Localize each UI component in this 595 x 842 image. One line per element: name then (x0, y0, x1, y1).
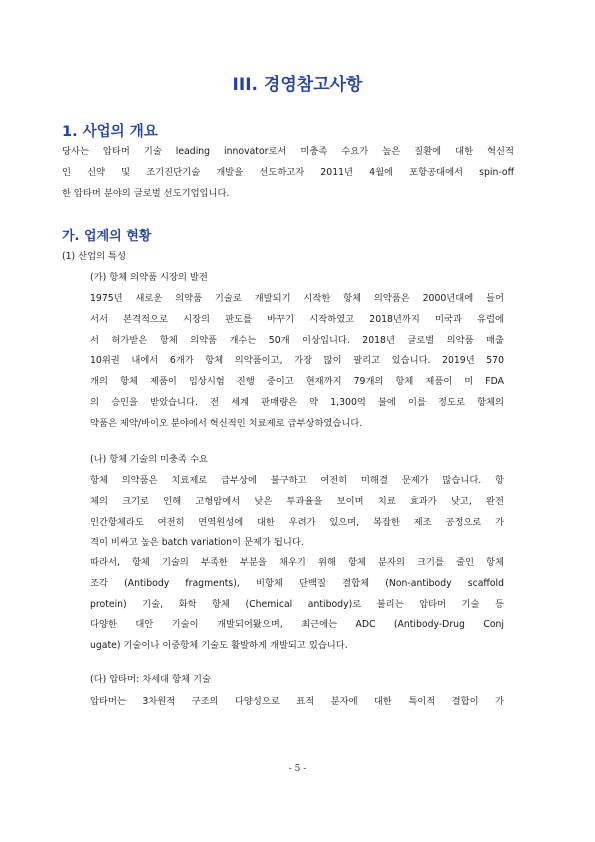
intro-paragraph (62, 142, 514, 204)
subitem-heading-na: (나) 항체 기술의 미충족 수요 (90, 454, 208, 465)
paragraph-line: 압타머는 3차원적 구조의 다양성으로 표적 분자에 대한 특이적 결합이 가 (90, 696, 504, 707)
paragraph-unmet-needs (90, 471, 504, 554)
paragraph-line: 서서 본격적으로 시장의 판도를 바꾸기 시작하였고 2018년까지 미국과 유럽에 (90, 313, 504, 325)
page-number: - 5 - (288, 764, 307, 774)
page-title: III. 경영참고사항 (232, 75, 363, 95)
paragraph-line: 서 허가받은 항체 의약품 개수는 50개 이상입니다. 2018년 글로벌 의약품 매출 (90, 334, 504, 346)
paragraph-line: 다양한 대안 기술이 개발되어왔으며, 최근에는 ADC (Antibody-Drug Conj (90, 619, 504, 631)
paragraph-line: 항체 의약품은 치료제로 급부상에 불구하고 여전히 미해결 문제가 많습니다. 항 (90, 475, 504, 486)
paragraph-line: 조각 (Antibody fragments), 비항체 단백질 결합체 (Non-antibody scaffold (90, 577, 504, 589)
paragraph-antibody-market (90, 289, 504, 435)
paragraph-line: 10위권 내에서 6개가 항체 의약품이고, 가장 많이 팔리고 있습니다. 2019년 570 (90, 355, 504, 367)
paragraph-line: protein) 기술, 화학 항체 (Chemical antibody)로 불리는 압타머 기술 등 (90, 598, 504, 610)
paragraph-line: 인간항체라도 여전히 면역원성에 대한 우려가 있으며, 복잡한 제조 공정으로 가 (90, 516, 504, 528)
subitem-heading-ga: (가) 항체 의약품 시장의 발전 (90, 272, 208, 283)
section-heading-business-overview: 1. 사업의 개요 (62, 124, 158, 140)
paragraph-line: 격이 비싸고 높은 batch variation이 문제가 됩니다. (90, 537, 304, 549)
intro-line: 한 압타머 분야의 글로벌 선도기업입니다. (62, 187, 230, 199)
paragraph-line: 개의 항체 제품이 임상시험 진행 중이고 현재까지 79개의 항체 제품이 미 FDA (90, 376, 504, 388)
subsection-heading-industry-status: 가. 업계의 현황 (62, 229, 152, 244)
paragraph-line: 의 승인을 받았습니다. 전 세계 판매량은 약 1,300억 불에 이를 정도로 항체의 (90, 396, 504, 408)
intro-line: 당사는 압타머 기술 leading innovator로서 미충족 수요가 높은 질환에 대한 혁신적 (62, 146, 514, 157)
paragraph-aptamer (90, 692, 504, 713)
paragraph-line: 체의 크기로 인해 고형암에서 낮은 투과율을 보이며 치료 효과가 낮고, 완전 (90, 495, 504, 507)
paragraph-line: 따라서, 항체 기술의 부족한 부분을 채우기 위해 항체 분자의 크기를 줄인 항체 (90, 557, 504, 568)
paragraph-line: 약품은 제약/바이오 분야에서 혁신적인 치료제로 급부상하였습니다. (90, 417, 363, 429)
subitem-heading-da: (다) 압타머: 차세대 항체 기술 (90, 674, 211, 685)
paragraph-alternative-tech (90, 553, 504, 657)
paragraph-line: 1975년 새로운 의약품 기술로 개발되기 시작한 항체 의약품은 2000년대에 들어 (90, 293, 504, 304)
intro-line: 인 신약 및 조기진단기술 개발을 선도하고자 2011년 4월에 포항공대에서 spin-off (62, 166, 514, 178)
item-heading-industry-characteristics: (1) 산업의 특성 (62, 251, 126, 262)
paragraph-line: ugate) 기술이나 이중항체 기술도 활발하게 개발되고 있습니다. (90, 640, 348, 652)
